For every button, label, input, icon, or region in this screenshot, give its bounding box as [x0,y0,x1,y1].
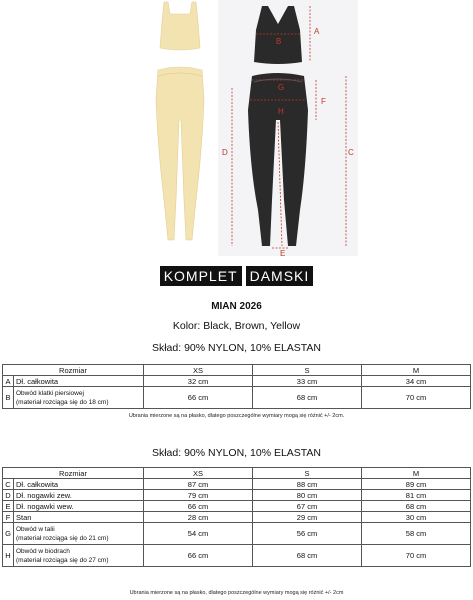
row-value: 67 cm [253,501,362,512]
row-letter: A [3,376,14,387]
header-size: M [362,468,471,479]
bottom-size-table [2,467,471,567]
row-name-line1: Obwód w biodrach [16,547,70,555]
table-row [3,479,471,490]
row-value: 66 cm [144,387,253,409]
row-value: 28 cm [144,512,253,523]
row-value: 70 cm [362,545,471,567]
color-options: Kolor: Black, Brown, Yellow [172,320,301,332]
table-header-row [3,468,471,479]
row-name: Dł. nogawki zew. [14,490,144,501]
title-part-1: KOMPLET [160,266,242,286]
diagram-label-f: F [321,97,326,106]
table-row [3,501,471,512]
row-name-line1: Obwód w talii [16,525,55,533]
table-row [3,387,471,409]
row-value: 88 cm [253,479,362,490]
row-value: 30 cm [362,512,471,523]
table-row [3,512,471,523]
row-value: 81 cm [362,490,471,501]
row-value: 87 cm [144,479,253,490]
row-name-line1: Obwód klatki piersiowej [16,389,84,397]
row-name: Dł. całkowita [14,479,144,490]
diagram-label-g: G [278,83,285,92]
row-value: 34 cm [362,376,471,387]
diagram-label-e: E [280,249,286,256]
header-size: S [253,365,362,376]
header-size-label: Rozmiar [3,468,144,479]
row-name-line2: (materiał rozciąga się do 18 cm) [16,398,109,406]
header-size: S [253,468,362,479]
row-name: Dł. całkowita [14,376,144,387]
row-letter: E [3,501,14,512]
row-letter: B [3,387,14,409]
header-size: M [362,365,471,376]
row-value: 54 cm [144,523,253,545]
top-composition: Skład: 90% NYLON, 10% ELASTAN [151,342,322,354]
product-photo [140,0,220,248]
row-letter: D [3,490,14,501]
row-name: Stan [14,512,144,523]
row-value: 80 cm [253,490,362,501]
row-value: 58 cm [362,523,471,545]
row-name [14,523,144,545]
row-value: 29 cm [253,512,362,523]
row-letter: C [3,479,14,490]
measurement-diagram [218,0,358,256]
row-value: 33 cm [253,376,362,387]
measurement-note: Ubrania mierzone są na płasko, dlatego poszczególne wymiary mogą się różnić +/- 2cm [129,590,344,596]
row-letter: F [3,512,14,523]
diagram-label-c: C [348,148,354,157]
table-row [3,523,471,545]
row-value: 68 cm [362,501,471,512]
row-value: 68 cm [253,387,362,409]
row-name-line2: (materiał rozciąga się do 21 cm) [16,534,109,542]
table-row [3,376,471,387]
header-size-label: Rozmiar [3,365,144,376]
model-name: MIAN 2026 [211,301,262,312]
diagram-label-b: B [276,37,282,46]
row-value: 32 cm [144,376,253,387]
header-size: XS [144,365,253,376]
row-value: 70 cm [362,387,471,409]
table-row [3,545,471,567]
bottom-composition: Skład: 90% NYLON, 10% ELASTAN [151,447,322,459]
diagram-label-a: A [314,27,320,36]
row-value: 66 cm [144,501,253,512]
top-size-table [2,364,471,409]
row-value: 56 cm [253,523,362,545]
row-value: 79 cm [144,490,253,501]
product-title [0,266,473,286]
diagram-label-d: D [222,148,228,157]
title-part-2: DAMSKI [246,266,314,286]
row-name-line2: (materiał rozciąga się do 27 cm) [16,556,109,564]
table-row [3,490,471,501]
row-letter: H [3,545,14,567]
table-header-row [3,365,471,376]
row-value: 66 cm [144,545,253,567]
header-size: XS [144,468,253,479]
diagram-label-h: H [278,107,284,116]
row-name [14,387,144,409]
row-name: Dł. nogawki wew. [14,501,144,512]
row-letter: G [3,523,14,545]
row-value: 89 cm [362,479,471,490]
measurement-note: Ubrania mierzone są na płasko, dlatego poszczególne wymiary mogą się różnić +/- 2cm. [128,413,345,419]
row-value: 68 cm [253,545,362,567]
row-name [14,545,144,567]
